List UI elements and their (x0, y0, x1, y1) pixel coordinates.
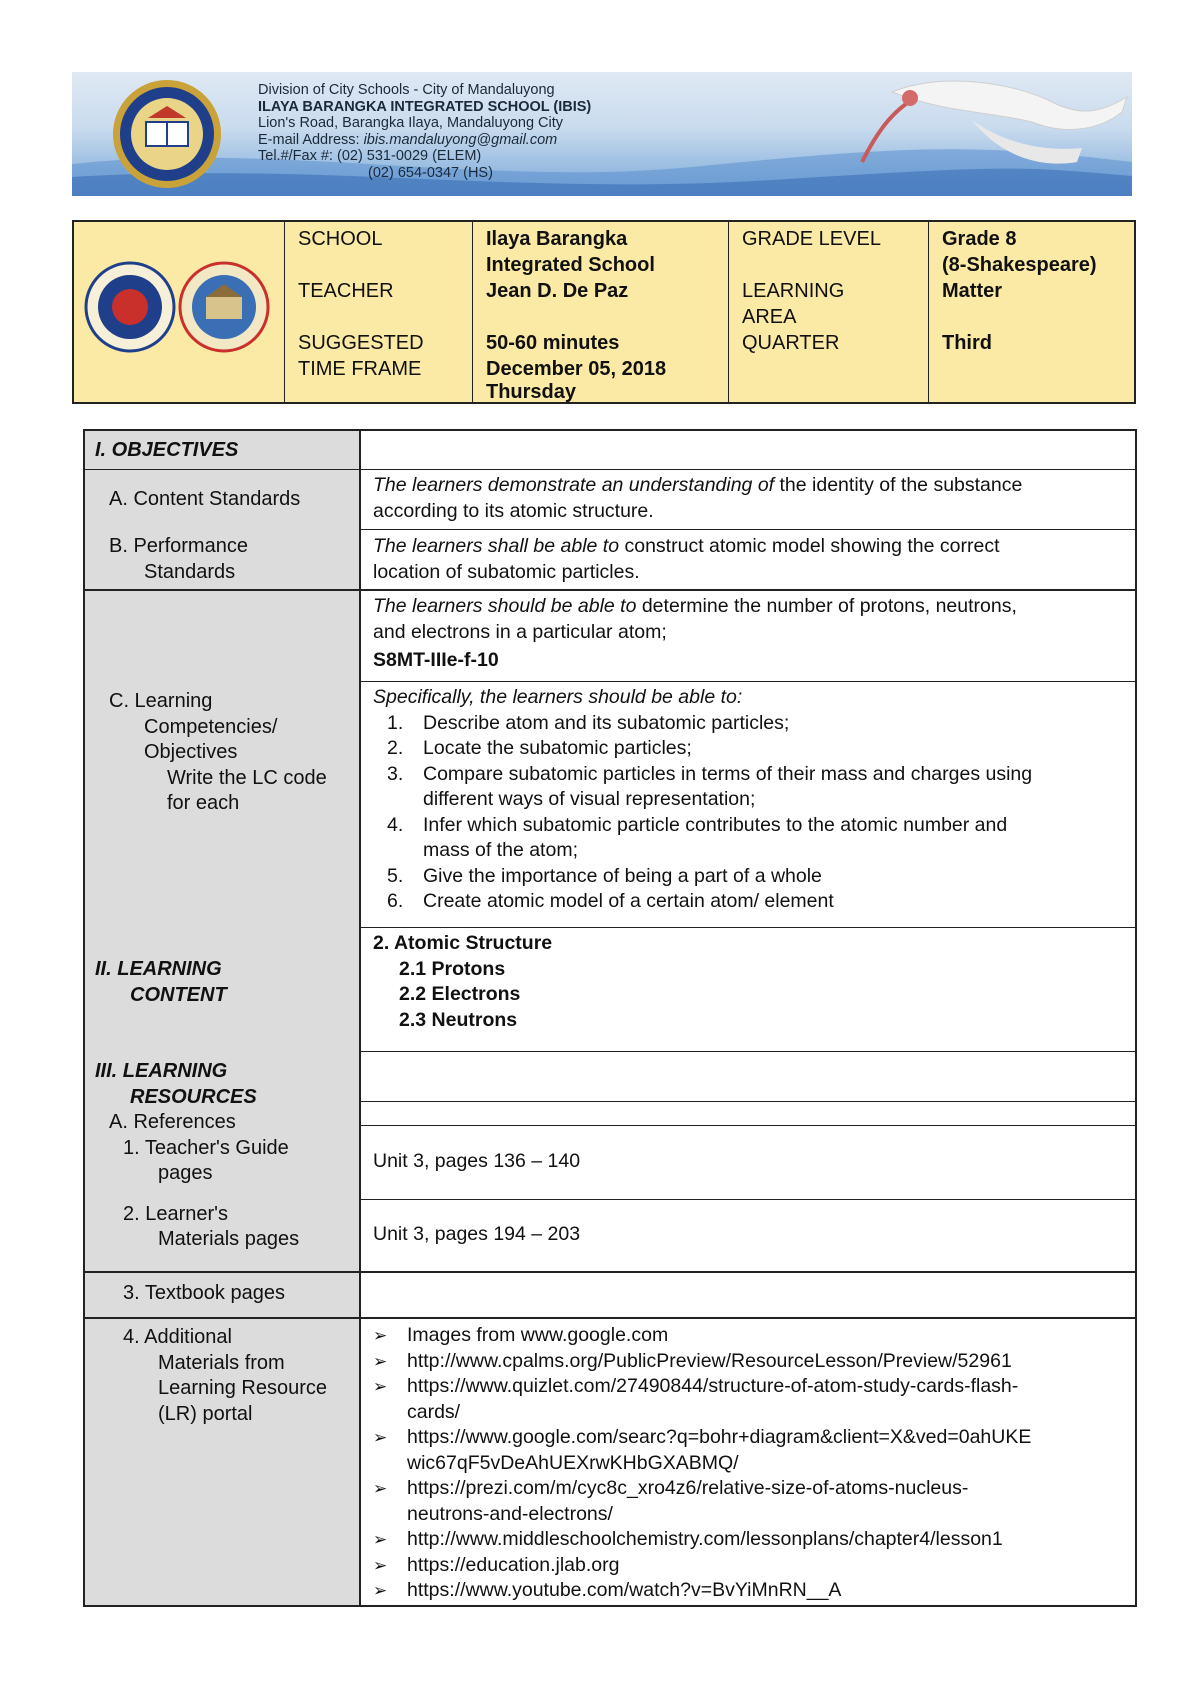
specific-objective-item (373, 813, 1133, 864)
teacher-value: Jean D. De Paz (486, 280, 629, 302)
arrow-bullet-icon: ➢ (373, 1479, 388, 1498)
arrow-bullet-icon: ➢ (373, 1555, 388, 1575)
school-email: ibis.mandaluyong@gmail.com (363, 131, 558, 148)
additional-materials-label (123, 1325, 327, 1427)
resource-link-text[interactable]: wic67qF5vDeAhUEXrwKHbGXABMQ/ (407, 1451, 739, 1474)
resources-title-1: III. LEARNING (95, 1060, 228, 1082)
resource-link-text[interactable]: http://www.cpalms.org/PublicPreview/ResourceLesson/Preview/52961 (407, 1349, 1012, 1372)
objective-number: 5. (387, 864, 404, 887)
grade-value-2: (8-Shakespeare) (942, 254, 1097, 276)
performance-label-line-1: B. Performance (109, 535, 248, 557)
additional-materials-links (373, 1323, 1133, 1604)
objective-number: 6. (387, 890, 404, 912)
content-standards-line-2: according to its atomic structure. (373, 499, 654, 522)
arrow-bullet-icon: ➢ (373, 1581, 388, 1600)
performance-lead: The learners shall be able to (373, 535, 620, 557)
school-address: Lion's Road, Barangka Ilaya, Mandaluyong City (258, 115, 564, 131)
resources-label-block (95, 1059, 299, 1253)
arrow-bullet-icon: ➢ (373, 1377, 388, 1396)
learning-content-title-2: CONTENT (130, 983, 227, 1006)
specific-objective-item (373, 736, 1133, 762)
objective-line: different ways of visual representation; (423, 788, 756, 810)
objective-number: 4. (387, 813, 404, 836)
content-standards-label: A. Content Standards (109, 488, 301, 510)
area-label-2: AREA (742, 306, 797, 328)
objectives-heading: I. OBJECTIVES (95, 439, 239, 461)
resource-link-item[interactable] (373, 1374, 1133, 1425)
grade-value-1: Grade 8 (942, 228, 1017, 250)
school-value-1: Ilaya Barangka (486, 228, 628, 250)
resource-link-text[interactable]: http://www.middleschoolchemistry.com/lessonplans/chapter4/lesson1 (407, 1528, 1003, 1550)
specific-objectives-intro: Specifically, the learners should be able to: (373, 686, 743, 708)
textbook-pages-label: 3. Textbook pages (123, 1282, 285, 1304)
school-name: ILAYA BARANGKA INTEGRATED SCHOOL (IBIS) (258, 98, 592, 115)
competency-line-1: determine the number of protons, neutrons, (636, 595, 1017, 617)
ibis-bird-graphic (852, 72, 1132, 196)
arrow-bullet-icon: ➢ (373, 1351, 388, 1371)
content-standards-line-1: the identity of the substance (774, 474, 1023, 496)
email-label: E-mail Address: (258, 131, 360, 148)
resource-link-text[interactable]: https://education.jlab.org (407, 1553, 620, 1576)
objective-line: Infer which subatomic particle contributes to the atomic number and (423, 813, 1008, 836)
competency-label-line-5: for each (167, 792, 240, 814)
specific-objectives (373, 685, 1133, 915)
teachers-guide-pages: Unit 3, pages 136 – 140 (373, 1150, 581, 1172)
quarter-label: QUARTER (742, 332, 840, 354)
specific-objective-item (373, 762, 1133, 813)
competency-lead: The learners should be able to (373, 595, 637, 617)
performance-line-1: construct atomic model showing the correct (619, 535, 1000, 557)
objective-number: 2. (387, 737, 404, 759)
school-label: SCHOOL (298, 228, 383, 250)
specific-objective-item (373, 889, 1133, 915)
resource-link-text[interactable]: neutrons-and-electrons/ (407, 1502, 613, 1525)
area-value: Matter (942, 280, 1003, 302)
resource-link-item[interactable] (373, 1578, 1133, 1604)
competency-general-text (373, 594, 1017, 674)
topic-title: 2. Atomic Structure (373, 932, 553, 954)
learners-materials-label-2: Materials pages (158, 1228, 300, 1250)
resource-link-item[interactable] (373, 1323, 1133, 1349)
competency-line-2: and electrons in a particular atom; (373, 620, 667, 643)
learners-materials-label-1: 2. Learner's (123, 1202, 228, 1225)
tel-elem: (02) 531-0029 (ELEM) (336, 148, 482, 164)
resource-link-item[interactable] (373, 1553, 1133, 1579)
resources-title-2: RESOURCES (130, 1085, 257, 1108)
resource-link-item[interactable] (373, 1476, 1133, 1527)
additional-label-4: (LR) portal (158, 1402, 253, 1425)
tel-label: Tel.#/Fax #: (258, 148, 333, 164)
performance-standards-label (109, 534, 248, 585)
additional-label-2: Materials from (158, 1351, 285, 1374)
area-label-1: LEARNING (742, 280, 845, 302)
competency-label-line-1: C. Learning (109, 690, 213, 712)
specific-objective-item (373, 864, 1133, 890)
competency-label-line-2: Competencies/ (144, 715, 278, 738)
time-value-1: 50-60 minutes (486, 332, 620, 354)
resource-link-item[interactable] (373, 1527, 1133, 1553)
division-name: Division of City Schools - City of Mandaluyong (258, 82, 555, 98)
subtopic-list (373, 957, 552, 1034)
time-label-2: TIME FRAME (298, 358, 422, 380)
school-banner (72, 72, 1132, 196)
performance-label-line-2: Standards (144, 560, 236, 583)
teacher-label: TEACHER (298, 280, 394, 302)
tel-hs: (02) 654-0347 (HS) (368, 164, 493, 181)
objective-line: Describe atom and its subatomic particles; (423, 711, 790, 734)
quarter-value: Third (942, 332, 992, 354)
learning-content-heading (95, 957, 227, 1008)
school-value-2: Integrated School (486, 254, 655, 276)
lesson-info-table (72, 220, 1136, 404)
objective-line: Give the importance of being a part of a whole (423, 864, 822, 887)
lc-code: S8MT-IIIe-f-10 (373, 649, 499, 671)
lesson-plan-table (83, 429, 1137, 1607)
school-contact-info (258, 82, 591, 181)
label-column (85, 431, 361, 1605)
specific-objective-item (373, 711, 1133, 737)
competency-label-line-4: Write the LC code (167, 766, 327, 789)
objective-number: 1. (387, 711, 404, 734)
resource-link-item[interactable] (373, 1349, 1133, 1375)
school-seal-logo (108, 78, 226, 190)
resource-link-text[interactable]: https://prezi.com/m/cyc8c_xro4z6/relative-size-of-atoms-nucleus- (407, 1477, 969, 1499)
resource-link-text[interactable]: https://www.quizlet.com/27490844/structure-of-atom-study-cards-flash- (407, 1375, 1019, 1397)
additional-label-3: Learning Resource (158, 1377, 327, 1399)
objective-line: Locate the subatomic particles; (423, 737, 692, 759)
subtopic-item: 2.3 Neutrons (399, 1008, 518, 1031)
arrow-bullet-icon: ➢ (373, 1530, 388, 1549)
content-standards-text (373, 473, 1022, 524)
arrow-bullet-icon: ➢ (373, 1326, 388, 1345)
resource-link-text[interactable]: cards/ (407, 1400, 461, 1423)
arrow-bullet-icon: ➢ (373, 1428, 388, 1447)
objective-line: Compare subatomic particles in terms of their mass and charges using (423, 762, 1033, 785)
objective-line: Create atomic model of a certain atom/ element (423, 890, 834, 912)
learning-content-title-1: II. LEARNING (95, 958, 222, 980)
references-label: A. References (109, 1111, 236, 1133)
performance-line-2: location of subatomic particles. (373, 560, 640, 583)
competency-label-line-3: Objectives (144, 741, 238, 763)
learning-content-topics (373, 931, 552, 1033)
deped-and-division-logos (82, 242, 272, 372)
resource-link-text[interactable]: Images from www.google.com (407, 1324, 669, 1346)
additional-label-1: 4. Additional (123, 1326, 232, 1348)
subtopic-item: 2.1 Protons (399, 957, 506, 980)
objective-number: 3. (387, 762, 404, 785)
subtopic-item: 2.2 Electrons (399, 983, 521, 1005)
learners-materials-pages: Unit 3, pages 194 – 203 (373, 1223, 581, 1245)
teachers-guide-label-1: 1. Teacher's Guide (123, 1136, 289, 1159)
resource-link-text[interactable]: https://www.google.com/searc?q=bohr+diagram&client=X&ved=0ahUKE (407, 1426, 1032, 1448)
time-value-3: Thursday (486, 381, 577, 403)
specific-objectives-list (373, 711, 1133, 915)
time-value-2: December 05, 2018 (486, 358, 667, 380)
grade-label: GRADE LEVEL (742, 228, 881, 250)
teachers-guide-label-2: pages (158, 1162, 213, 1184)
resource-link-item[interactable] (373, 1425, 1133, 1476)
performance-standards-text (373, 534, 1000, 585)
objective-line: mass of the atom; (423, 839, 578, 861)
content-standards-lead: The learners demonstrate an understanding of (373, 474, 775, 496)
time-label-1: SUGGESTED (298, 332, 424, 354)
competencies-label (109, 689, 327, 817)
resource-link-text[interactable]: https://www.youtube.com/watch?v=BvYiMnRN__A (407, 1579, 842, 1601)
